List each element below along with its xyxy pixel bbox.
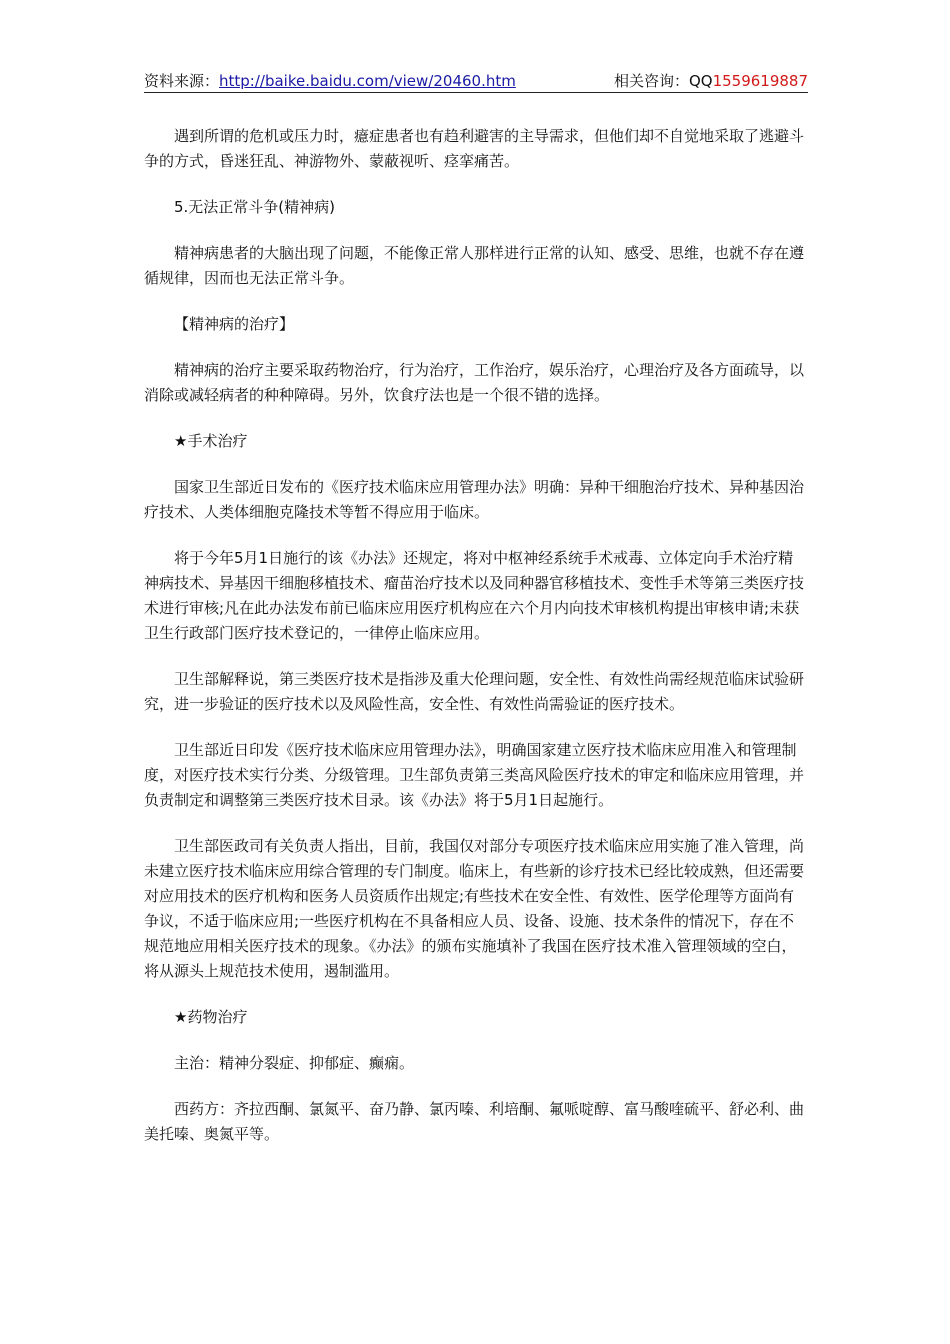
section-heading: 5.无法正常斗争(精神病) (174, 198, 336, 216)
paragraph: 精神病患者的大脑出现了问题，不能像正常人那样进行正常的认知、感受、思维，也就不存在遵循规律，因而也无法正常斗争。 (144, 244, 805, 287)
document-body (144, 124, 808, 1168)
page-header (144, 68, 808, 93)
source-line (144, 70, 516, 91)
paragraph: 遇到所谓的危机或压力时，癔症患者也有趋利避害的主导需求，但他们却不自觉地采取了逃避斗争的方式，昏迷狂乱、神游物外、蒙蔽视听、痉挛痛苦。 (144, 127, 805, 170)
qq-number: 1559619887 (712, 72, 808, 90)
paragraph: 主治：精神分裂症、抑郁症、癫痫。 (174, 1054, 415, 1072)
paragraph: 将于今年5月1日施行的该《办法》还规定，将对中枢神经系统手术戒毒、立体定向手术治疗精神病技术、异基因干细胞移植技术、瘤苗治疗技术以及同种器官移植技术、变性手术等第三类医疗技术进行审核;凡在此办法发布前已临床应用医疗机构应在六个月内向技术审核机构提出审核申请;未获卫生行政部门医疗技术登记的，一律停止临床应用。 (144, 549, 805, 642)
paragraph: 西药方：齐拉西酮、氯氮平、奋乃静、氯丙嗪、利培酮、氟哌啶醇、富马酸喹硫平、舒必利、曲美托嗪、奥氮平等。 (144, 1100, 805, 1143)
section-heading: 【精神病的治疗】 (174, 315, 295, 333)
section-heading: ★手术治疗 (174, 432, 248, 450)
consult-label: 相关咨询：QQ (613, 72, 713, 90)
paragraph: 卫生部医政司有关负责人指出，目前，我国仅对部分专项医疗技术临床应用实施了准入管理，尚未建立医疗技术临床应用综合管理的专门制度。临床上，有些新的诊疗技术已经比较成熟，但还需要对应用技术的医疗机构和医务人员资质作出规定;有些技术在安全性、有效性、医学伦理等方面尚有争议，不适于临床应用;一些医疗机构在不具备相应人员、设备、设施、技术条件的情况下，存在不规范地应用相关医疗技术的现象。《办法》的颁布实施填补了我国在医疗技术准入管理领域的空白，将从源头上规范技术使用，遏制滥用。 (144, 837, 805, 980)
paragraph: 卫生部解释说，第三类医疗技术是指涉及重大伦理问题，安全性、有效性尚需经规范临床试验研究，进一步验证的医疗技术以及风险性高，安全性、有效性尚需验证的医疗技术。 (144, 670, 805, 713)
paragraph: 国家卫生部近日发布的《医疗技术临床应用管理办法》明确：异种干细胞治疗技术、异种基因治疗技术、人类体细胞克隆技术等暂不得应用于临床。 (144, 478, 805, 521)
section-heading: ★药物治疗 (174, 1008, 248, 1026)
consult-line (614, 70, 808, 91)
source-label: 资料来源： (144, 72, 220, 90)
paragraph: 卫生部近日印发《医疗技术临床应用管理办法》，明确国家建立医疗技术临床应用准入和管理制度，对医疗技术实行分类、分级管理。卫生部负责第三类高风险医疗技术的审定和临床应用管理，并负责制定和调整第三类医疗技术目录。该《办法》将于5月1日起施行。 (144, 741, 805, 809)
source-link[interactable]: http://baike.baidu.com/view/20460.htm (219, 72, 516, 90)
paragraph: 精神病的治疗主要采取药物治疗，行为治疗，工作治疗，娱乐治疗，心理治疗及各方面疏导，以消除或减轻病者的种种障碍。另外，饮食疗法也是一个很不错的选择。 (144, 361, 805, 404)
